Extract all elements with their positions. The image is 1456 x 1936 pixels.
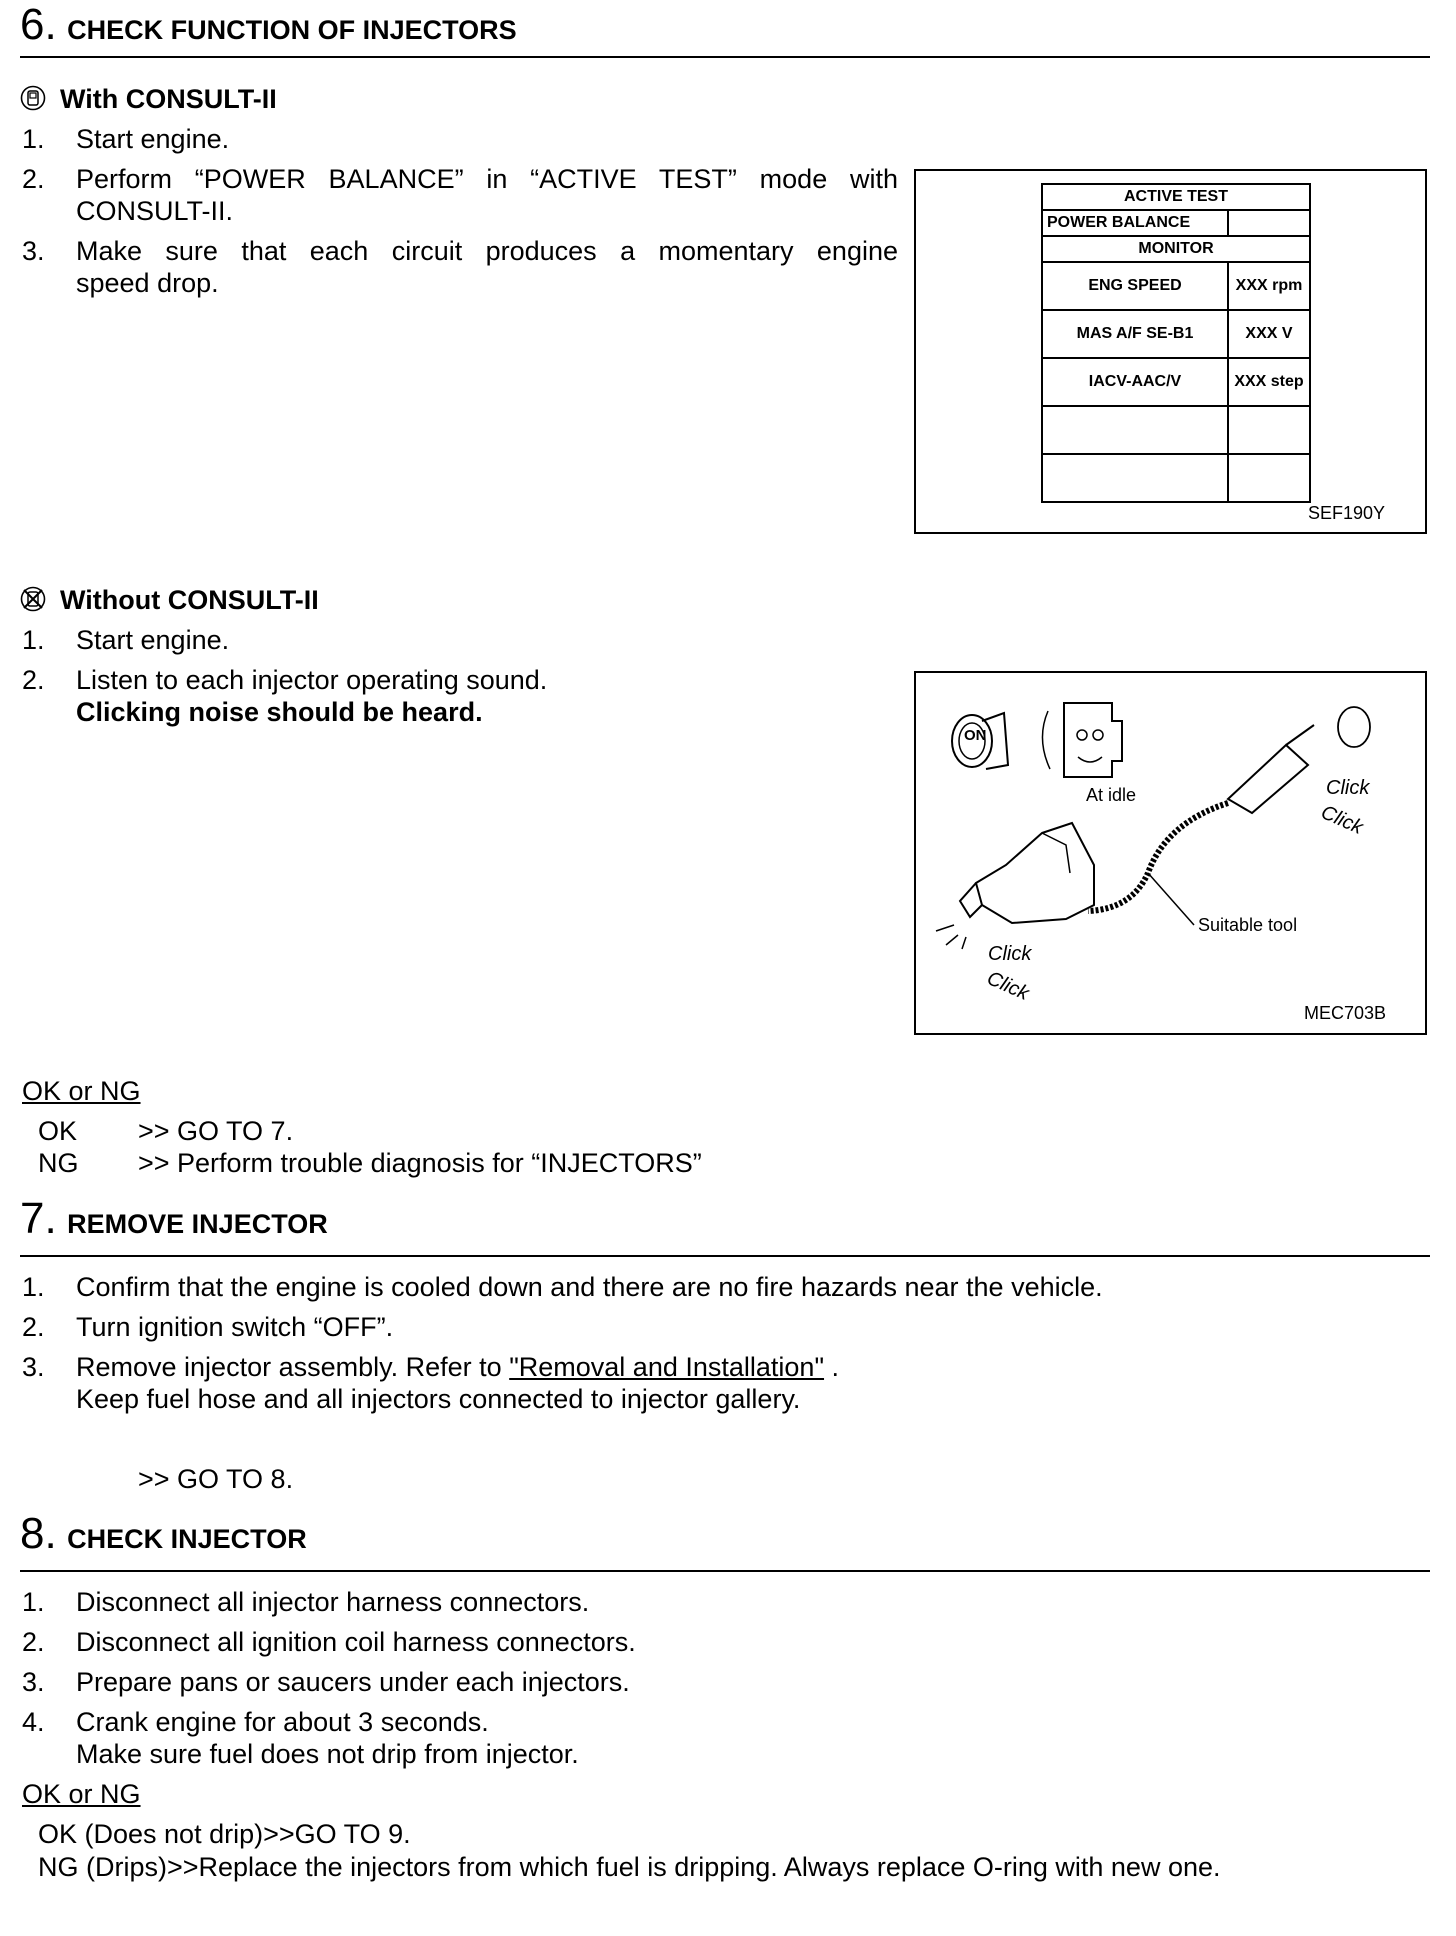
list-number: 2. (22, 1312, 45, 1342)
monitor-item: ENG SPEED (1042, 262, 1228, 310)
list-number: 3. (22, 236, 45, 266)
injector-sound-figure (914, 671, 1427, 1035)
monitor-value: XXX rpm (1228, 262, 1310, 310)
list-number: 2. (22, 665, 45, 695)
list-text: Crank engine for about 3 seconds. (76, 1707, 489, 1737)
list-text (76, 1352, 839, 1383)
list-text: Make sure that each circuit produces a momentary engine (76, 236, 898, 266)
step-8-header (20, 1509, 307, 1559)
list-number: 3. (22, 1352, 45, 1382)
key-on-label: ON (964, 727, 987, 744)
list-text: speed drop. (76, 268, 219, 298)
list-text: Perform “POWER BALANCE” in “ACTIVE TEST” mode with (76, 164, 898, 194)
click-label: Click (1317, 801, 1367, 839)
at-idle-label: At idle (1086, 785, 1137, 805)
divider (20, 56, 1430, 58)
monitor-item: IACV-AAC/V (1042, 358, 1228, 406)
ng-label: NG (38, 1148, 79, 1178)
list-text: Listen to each injector operating sound. (76, 665, 548, 695)
without-consult-heading (20, 585, 319, 616)
figure-code: SEF190Y (1308, 503, 1386, 523)
no-tool-icon (20, 586, 46, 612)
goto-action: >> GO TO 8. (138, 1464, 294, 1494)
step-6-header (20, 0, 517, 50)
list-text: CONSULT-II. (76, 196, 234, 226)
engine-face-icon (1042, 703, 1122, 777)
test-item: POWER BALANCE (1042, 210, 1228, 236)
divider (20, 1570, 1430, 1572)
monitor-item: MAS A/F SE-B1 (1042, 310, 1228, 358)
click-label: Click (1326, 777, 1370, 799)
list-text-part: Remove injector assembly. Refer to (76, 1352, 502, 1382)
divider (20, 1255, 1430, 1257)
with-consult-heading (20, 84, 277, 115)
list-text: Disconnect all ignition coil harness connectors. (76, 1627, 636, 1657)
list-number: 3. (22, 1667, 45, 1697)
emphasis-text: Clicking noise should be heard. (76, 697, 483, 727)
list-text: Make sure fuel does not drip from injector. (76, 1739, 579, 1769)
list-text: Start engine. (76, 625, 230, 655)
list-number: 1. (22, 625, 45, 655)
step-7-header (20, 1194, 328, 1244)
list-number: 2. (22, 1627, 45, 1657)
screen-header: ACTIVE TEST (1042, 184, 1310, 210)
list-number: 1. (22, 1272, 45, 1302)
injector-icon (936, 823, 1094, 949)
result-label: OK or NG (22, 1076, 141, 1106)
step-number: 6. (20, 0, 57, 49)
list-number: 1. (22, 1587, 45, 1617)
without-consult-label: Without CONSULT-II (60, 585, 319, 615)
monitor-label: MONITOR (1042, 236, 1310, 262)
active-test-figure (914, 169, 1427, 534)
list-text: Keep fuel hose and all injectors connected to injector gallery. (76, 1384, 801, 1414)
list-text: Start engine. (76, 124, 230, 154)
step-title: CHECK FUNCTION OF INJECTORS (67, 15, 517, 45)
click-label: Click (983, 967, 1033, 1005)
step-number: 7. (20, 1194, 57, 1243)
list-text: Disconnect all injector harness connectors. (76, 1587, 590, 1617)
active-test-screen (1041, 183, 1311, 503)
figure-code: MEC703B (1304, 1003, 1387, 1023)
step-number: 8. (20, 1509, 57, 1558)
list-number: 4. (22, 1707, 45, 1737)
result-label: OK or NG (22, 1779, 141, 1809)
click-label: Click (988, 943, 1032, 965)
ng-line: NG (Drips)>>Replace the injectors from which fuel is dripping. Always replace O-ring with new one. (38, 1852, 1221, 1882)
step-title: CHECK INJECTOR (67, 1524, 307, 1554)
list-text-part: . (824, 1352, 840, 1382)
with-consult-label: With CONSULT-II (60, 84, 277, 114)
list-number: 1. (22, 124, 45, 154)
ok-action: >> GO TO 7. (138, 1116, 294, 1146)
consult-tool-icon (20, 85, 46, 111)
list-text: Prepare pans or saucers under each injectors. (76, 1667, 630, 1697)
list-number: 2. (22, 164, 45, 194)
step-title: REMOVE INJECTOR (67, 1209, 328, 1239)
ng-action: >> Perform trouble diagnosis for “INJECTORS” (138, 1148, 702, 1178)
tool-label: Suitable tool (1198, 915, 1298, 935)
removal-installation-link[interactable]: "Removal and Installation" (509, 1352, 825, 1382)
monitor-value: XXX V (1228, 310, 1310, 358)
list-text: Confirm that the engine is cooled down and there are no fire hazards near the vehicle. (76, 1272, 1103, 1302)
monitor-value: XXX step (1228, 358, 1310, 406)
list-text: Turn ignition switch “OFF”. (76, 1312, 394, 1342)
ok-label: OK (38, 1116, 78, 1146)
ok-line: OK (Does not drip)>>GO TO 9. (38, 1819, 411, 1849)
